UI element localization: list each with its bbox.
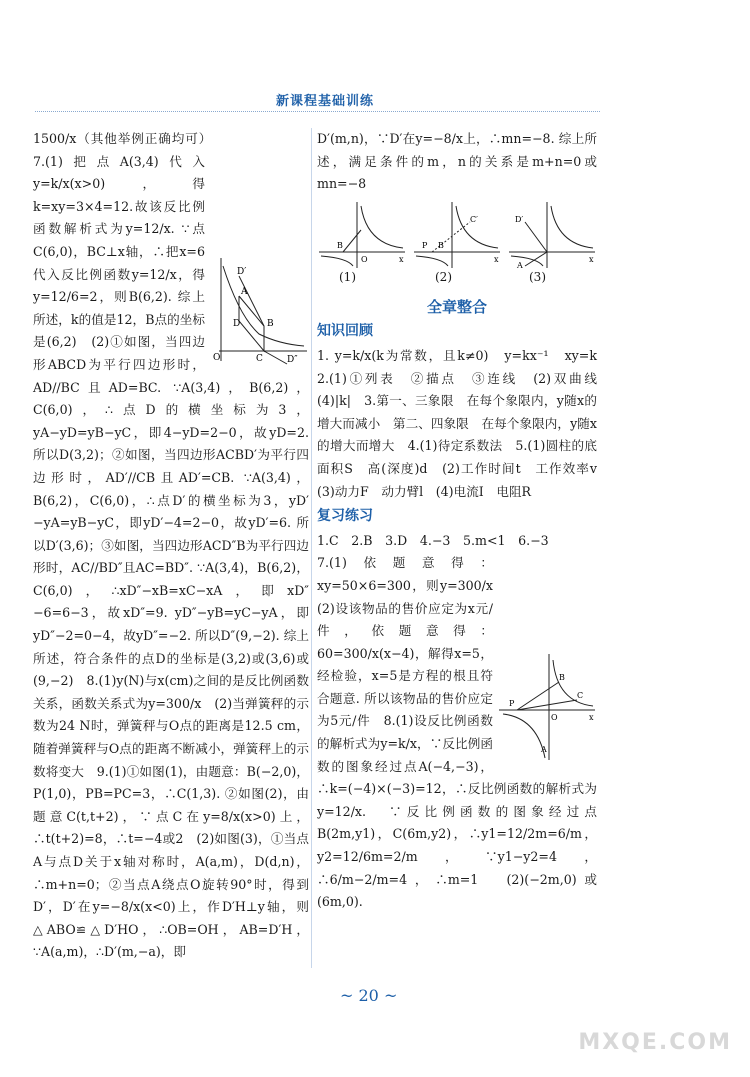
left-column [33, 128, 309, 964]
svg-text:D: D [233, 319, 241, 329]
header-title: 新课程基础训练 [276, 94, 375, 109]
svg-text:x: x [399, 254, 404, 264]
knowledge-text: 1. y=k/x(k为常数，且k≠0) y=kx⁻¹ xy=k 2.(1)①列表 ②描点 ③连线 (2)双曲线 (4)|k| 3.第一、三象限 在每个象限内，y随x的增大而减小 第二、四象限 在每个象限内，y随x的增大而增大 4.(1)待定系数法 5.(1)圆柱的底面积S 高(深度)d (2)工作时间t 工作效率v (3)动力F 动力臂l (4)电流I 电阻R [317, 347, 610, 499]
function-graph-figure [497, 652, 597, 762]
svg-text:D″: D″ [287, 355, 298, 365]
figure-1 [317, 200, 407, 270]
svg-text:A: A [517, 260, 523, 270]
figure-2-label: (2) [435, 269, 452, 284]
svg-text:O: O [361, 254, 368, 264]
svg-text:P: P [422, 240, 428, 250]
watermark-logo: MXQE.COM [578, 1030, 732, 1055]
column-divider [311, 128, 312, 968]
review-title: 复习练习 [317, 508, 373, 525]
section-title: 全章整合 [426, 297, 487, 316]
figure-2 [412, 200, 502, 270]
svg-text:x: x [494, 254, 499, 264]
figure-1-label: (1) [339, 269, 356, 284]
svg-text:C: C [256, 354, 263, 364]
figure-3-label: (3) [529, 269, 546, 284]
svg-text:A: A [241, 287, 248, 297]
answer-figures [317, 200, 597, 290]
svg-text:P: P [509, 699, 515, 709]
svg-text:C′: C′ [470, 214, 478, 224]
review-text: 7.(1)依题意得：xy=50×6=300，则y=300/x (2)设该物品的售价应定为x元/件，依题意得：60=300/x(x−4)，解得x=5，经检验，x=5是方程的根且符合题意. 所以该物品的售价应定为5元/件 8.(1)设反比例函数的解析式为y=k/x，∵反比例函数的图象经过点A(−4,−3)，∴k=(−4)×(−3)=12，∴反比例函数的解析式为y=12/x. ∵反比例函数的图象经过点B(2m,y1)，C(6m,y2)，∴y1=12/2m=6/m，y2=12/6m=2/m，∵y1−y2=4，∴6/m−2/m=4，∴m=1 (2)(−2m,0)或(6m,0). [317, 555, 597, 910]
svg-text:B: B [438, 240, 444, 250]
parallelogram-figure [209, 256, 309, 366]
svg-text:O: O [213, 353, 221, 363]
svg-text:x: x [589, 713, 594, 723]
svg-text:A: A [541, 745, 547, 755]
svg-text:C: C [577, 691, 584, 701]
svg-text:B: B [559, 673, 565, 683]
right-column [317, 128, 610, 914]
svg-text:D′: D′ [515, 214, 524, 224]
knowledge-title: 知识回顾 [317, 323, 373, 340]
page-header [0, 88, 750, 112]
right-top-text: D′(m,n)，∵D′在y=−8/x上，∴mn=−8. 综上所述，满足条件的m，n的关系是m+n=0或mn=−8 [317, 131, 597, 192]
svg-text:B: B [337, 240, 343, 250]
figure-3 [507, 200, 597, 270]
review-answers: 1.C 2.B 3.D 4.−3 5.m<1 6.−3 [317, 532, 549, 548]
header-rule [35, 111, 600, 112]
left-column-text: 1500/x（其他举例正确均可） 7.(1)把点A(3,4)代入y=k/x(x>0)，得k=xy=3×4=12.故该反比例函数解析式为y=12/x. ∵点C(6,0)，BC⊥x轴，∴把x=6代入反比例函数y=12/x，得y=12/6=2，则B(6,2). 综上所述，k的值是12，B点的坐标是(6,2) (2)①如图，当四边形ABCD为平行四边形时，AD//BC且AD=BC. ∵A(3,4)，B(6,2)，C(6,0)，∴点D的横坐标为3，yA−yD=yB−yC，即4−yD=2−0，故yD=2. 所以D(3,2)；②如图，当四边形ACBD′为平行四边形时，AD′//CB且AD′=CB. ∵A(3,4)，B(6,2)，C(6,0)，∴点D′的横坐标为3，yD′−yA=yB−yC，即yD′−4=2−0，故yD′=6. 所以D′(3,6)；③如图，当四边形ACD″B为平行四边形时，AC//BD″且AC=BD″. ∵A(3,4)，B(6,2)，C(6,0)，∴xD″−xB=xC−xA，即xD″−6=6−3，故xD″=9. yD″−yB=yC−yA，即yD″−2=0−4，故yD″=−2. 所以D″(9,−2). 综上所述，符合条件的点D的坐标是(3,2)或(3,6)或(9,−2) 8.(1)y(N)与x(cm)之间的是反比例函数关系，函数关系式为y=300/x (2)当弹簧秤的示数为24 N时，弹簧秤与O点的距离是12.5 cm，随着弹簧秤与O点的距离不断减小，弹簧秤上的示数将变大 9.(1)①如图(1)，由题意：B(−2,0)，P(1,0)，PB=PC=3，∴C(1,3). ②如图(2)，由题意C(t,t+2)，∵点C在y=8/x(x>0)上，∴t(t+2)=8，∴t=−4或2 (2)如图(3)，①当点A与点D关于x轴对称时，A(a,m)，D(d,n)，∴m+n=0；②当点A绕点O旋转90°时，得到D′，D′在y=−8/x(x<0)上，作D′H⊥y轴，则△ABO≌△D′HO，∴OB=OH，AB=D′H，∵A(a,m)，∴D′(m,−a)，即 [33, 131, 309, 960]
page-number: ~ 20 ~ [340, 986, 398, 1005]
svg-text:O: O [551, 713, 558, 723]
svg-text:D′: D′ [237, 267, 247, 277]
svg-text:B: B [267, 319, 274, 329]
svg-text:x: x [589, 254, 594, 264]
